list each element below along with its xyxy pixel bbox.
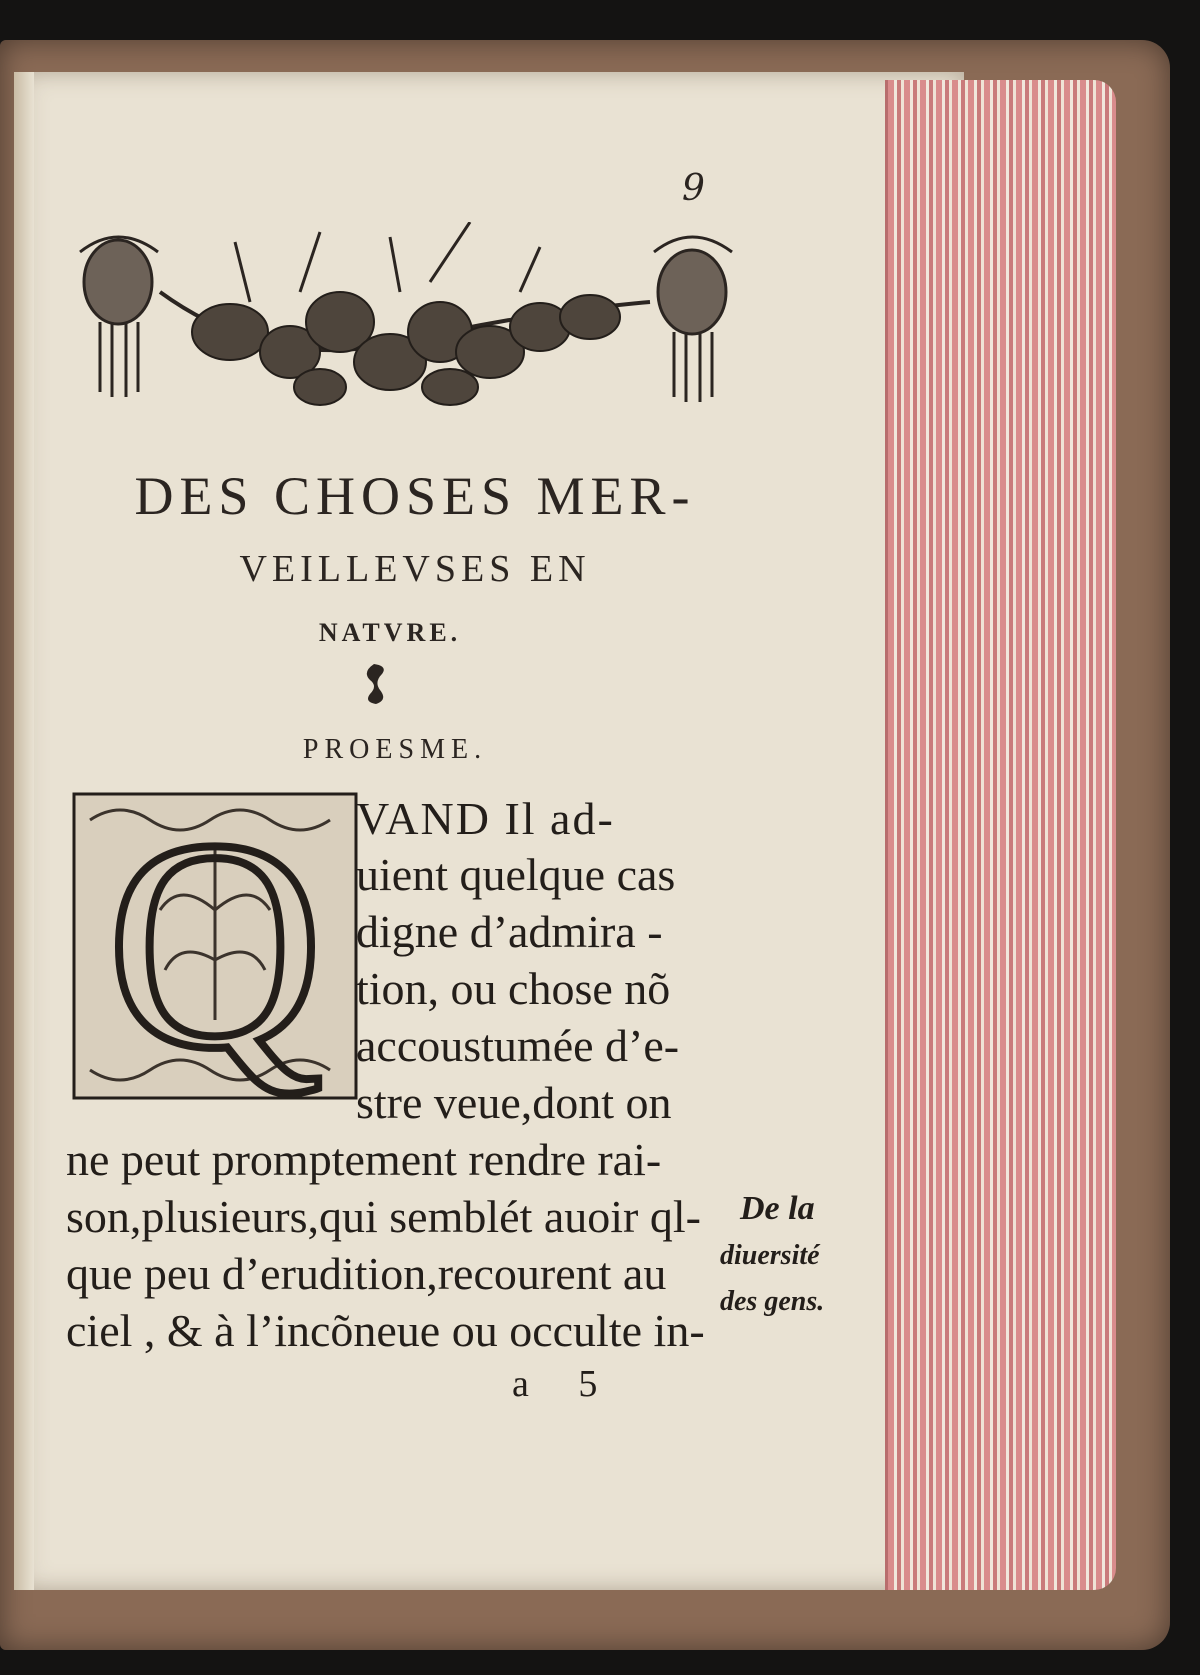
signature-mark: a 5 (512, 1363, 618, 1405)
title-line-1: DES CHOSES MER- (134, 466, 696, 526)
body-line-3: digne d’admira - (356, 906, 663, 957)
body-line-8: son,plusieurs,qui semblét auoir ql- (66, 1191, 701, 1242)
body-line-2: uient quelque cas (356, 849, 676, 900)
body-line-10: ciel , & à l’incõneue ou occulte in- (66, 1305, 705, 1356)
body-line-6: stre veue,dont on (356, 1077, 672, 1128)
body-line-7: ne peut promptement rendre rai- (66, 1134, 662, 1185)
page-number: 9 (682, 168, 705, 209)
title-line-3: NATVRE. (318, 618, 462, 647)
section-heading: PROESME. (302, 734, 488, 765)
decorated-initial-letter (70, 790, 360, 1102)
body-line-1: VAND Il ad- (356, 793, 615, 844)
page-gutter (14, 72, 34, 1590)
red-page-edges (885, 80, 1116, 1590)
fleuron-ornament (352, 660, 396, 708)
body-line-5: accoustumée d’e- (356, 1020, 680, 1071)
body-line-4: tion, ou chose nõ (356, 963, 671, 1014)
body-line-9: que peu d’erudition,recourent au (66, 1248, 667, 1299)
initial-letter-glyph: Q (106, 790, 324, 1102)
margin-note-line-3: des gens. (720, 1286, 825, 1317)
margin-note-line-2: diuersité (720, 1240, 820, 1271)
title-line-2: VEILLEVSES EN (239, 548, 591, 590)
woodcut-headpiece (70, 222, 742, 432)
margin-note-line-1: De la (740, 1190, 815, 1227)
